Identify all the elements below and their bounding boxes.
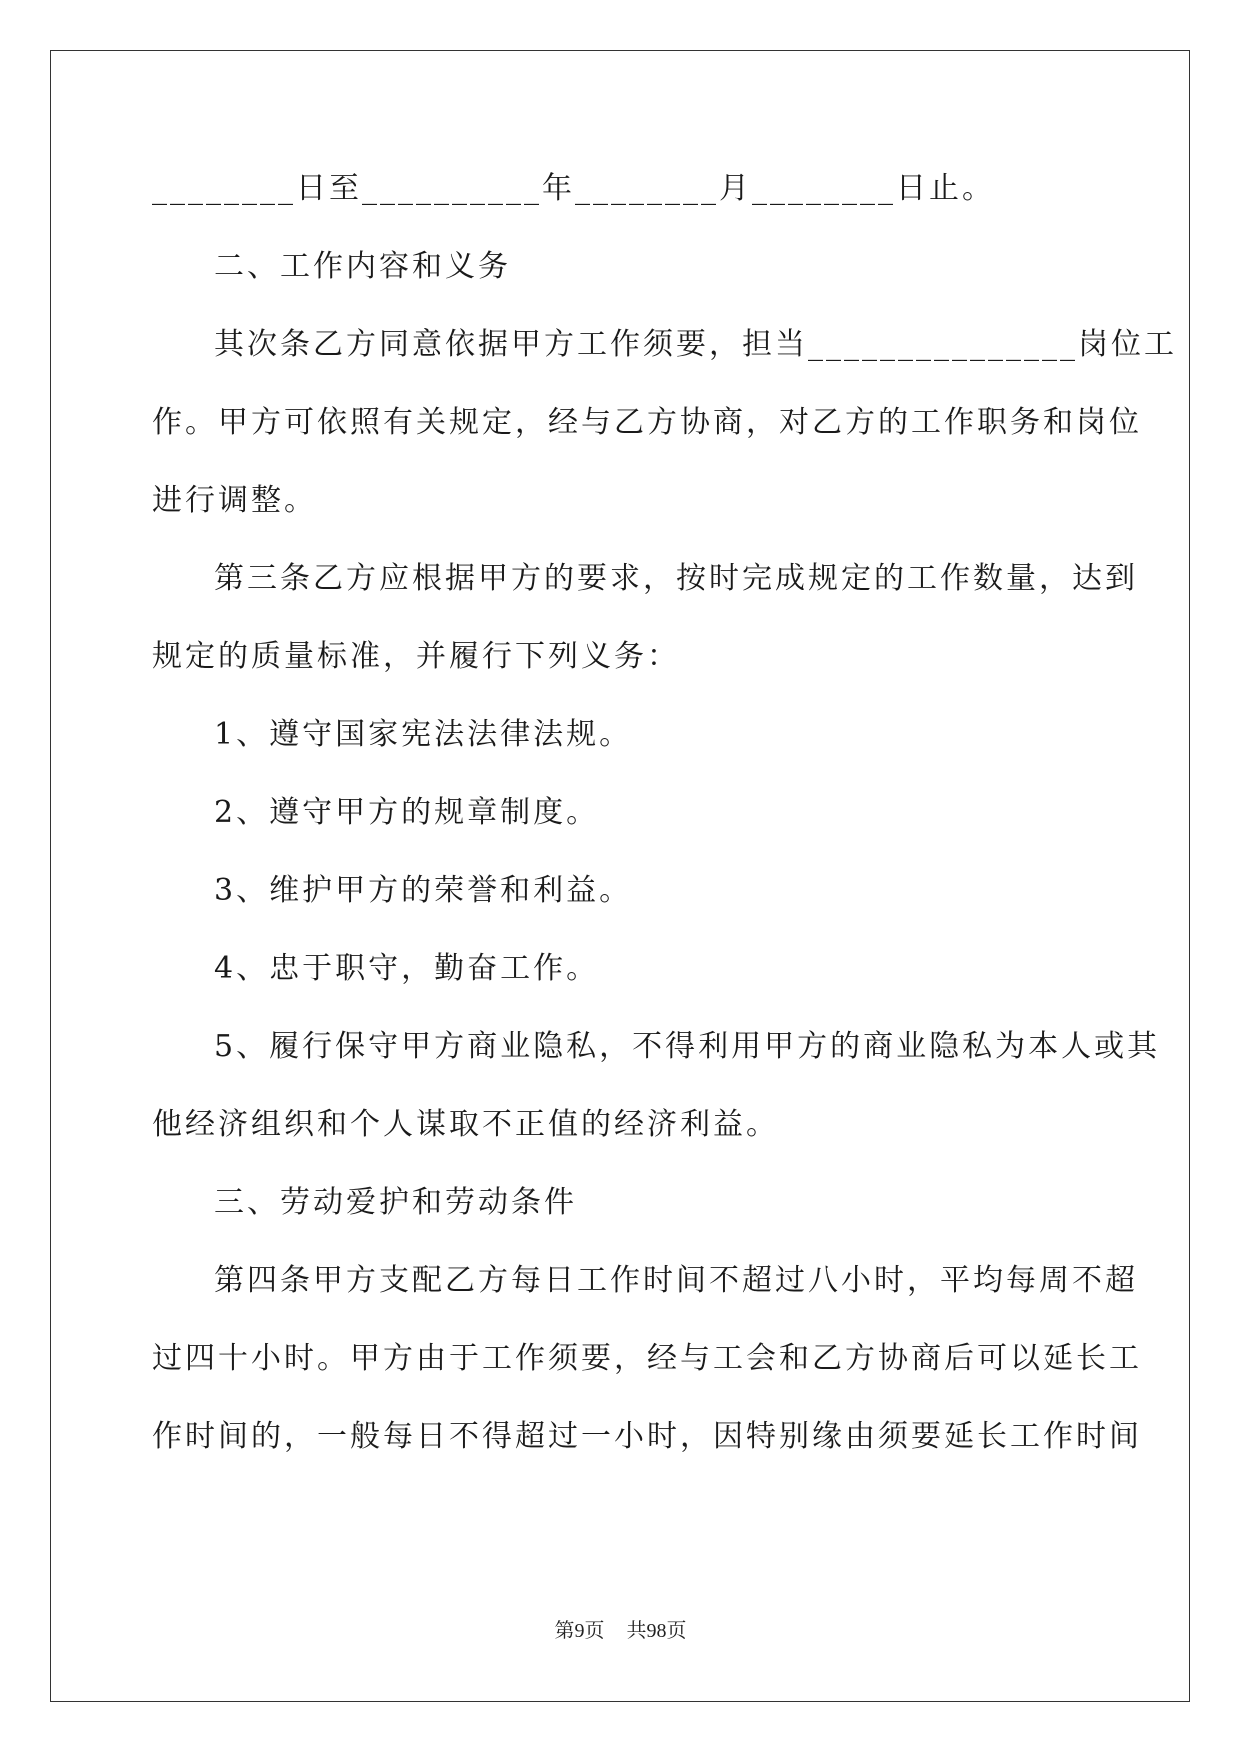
document-body (152, 166, 1177, 1492)
text-line: ________日至__________年________月________日止。 (152, 171, 995, 206)
page-total: 共98页 (626, 1620, 687, 1642)
text-line: 进行调整。 (152, 483, 317, 518)
text-line: 作时间的，一般每日不得超过一小时，因特别缘由须要延长工作时间 (152, 1419, 1142, 1454)
page-number: 第9页 (554, 1620, 605, 1642)
text-line: 第三条乙方应根据甲方的要求，按时完成规定的工作数量，达到 (214, 561, 1138, 596)
text-line: 他经济组织和个人谋取不正值的经济利益。 (152, 1107, 779, 1142)
page-footer (0, 1614, 1241, 1643)
list-item: 2、遵守甲方的规章制度。 (214, 795, 600, 830)
section-heading: 三、劳动爱护和劳动条件 (214, 1185, 577, 1220)
list-item: 3、维护甲方的荣誉和利益。 (214, 873, 633, 908)
text-line: 规定的质量标准，并履行下列义务： (152, 639, 680, 674)
text-line: 作。甲方可依照有关规定，经与乙方协商，对乙方的工作职务和岗位 (152, 405, 1142, 440)
list-item: 1、遵守国家宪法法律法规。 (214, 717, 633, 752)
list-item: 4、忠于职守，勤奋工作。 (214, 951, 600, 986)
text-line: 过四十小时。甲方由于工作须要，经与工会和乙方协商后可以延长工 (152, 1341, 1142, 1376)
list-item: 5、履行保守甲方商业隐私，不得利用甲方的商业隐私为本人或其 (214, 1029, 1161, 1064)
text-line: 第四条甲方支配乙方每日工作时间不超过八小时，平均每周不超 (214, 1263, 1138, 1298)
text-line: 其次条乙方同意依据甲方工作须要，担当_______________岗位工 (214, 327, 1177, 362)
section-heading: 二、工作内容和义务 (214, 249, 511, 284)
